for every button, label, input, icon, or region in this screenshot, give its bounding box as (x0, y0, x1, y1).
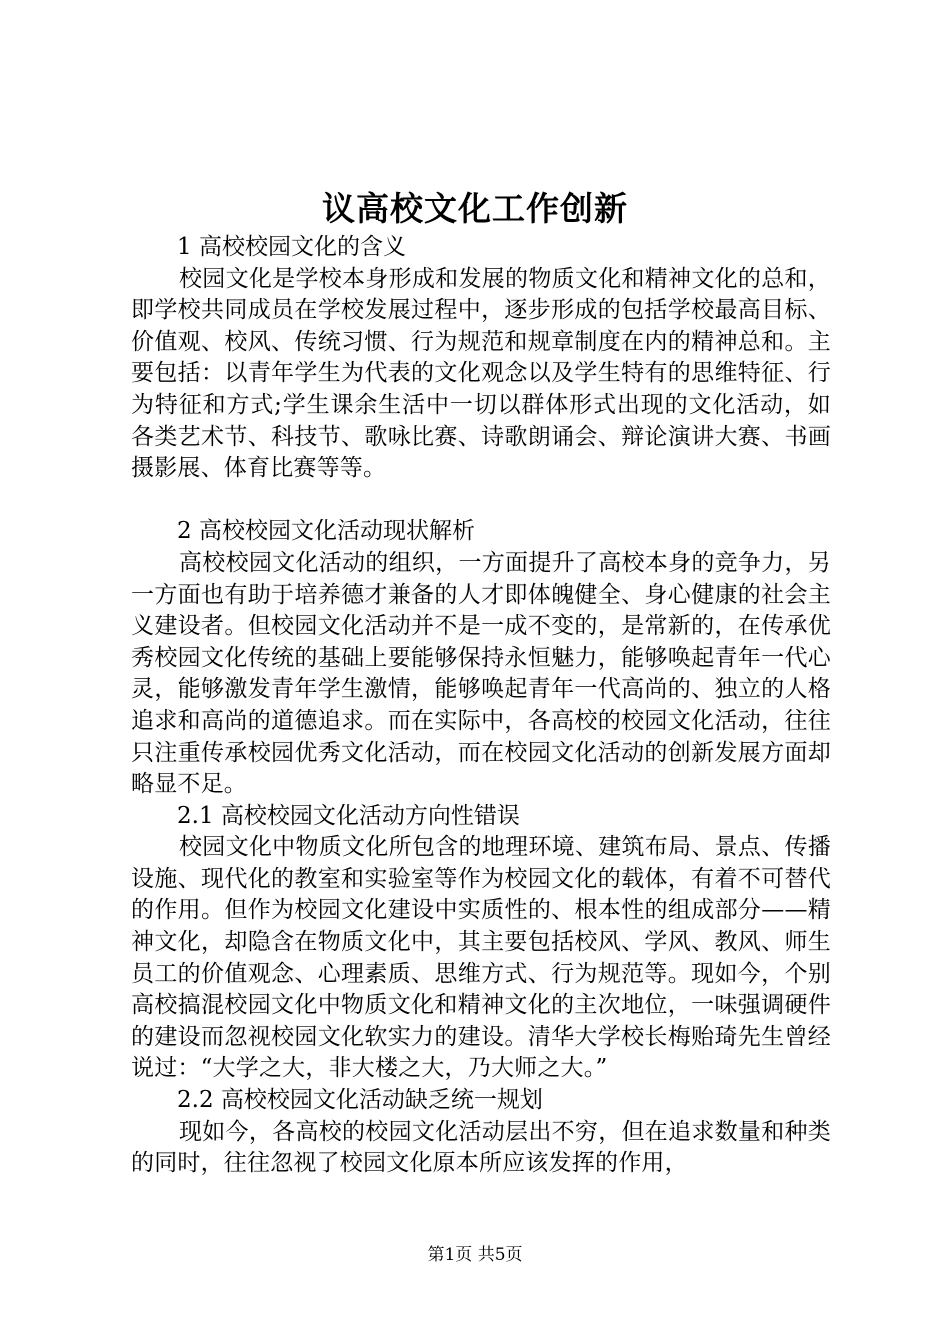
document-title: 议高校文化工作创新 (322, 189, 628, 228)
section-paragraph: 校园文化中物质文化所包含的地理环境、建筑布局、景点、传播设施、现代化的教室和实验室等作为校园文化的载体，有着不可替代的作用。但作为校园文化建设中实质性的、根本性的组成部分——精神文化，却隐含在物质文化中，其主要包括校风、学风、教风、师生员工的价值观念、心理素质、思维方式、行为规范等。现如今，个别高校搞混校园文化中物质文化和精神文化的主次地位，一味强调硬件的建设而忽视校园文化软实力的建设。清华大学校长梅贻琦先生曾经说过：“大学之大，非大楼之大，乃大师之大。” (131, 834, 831, 1082)
section-paragraph: 校园文化是学校本身形成和发展的物质文化和精神文化的总和，即学校共同成员在学校发展过程中，逐步形成的包括学校最高目标、价值观、校风、传统习惯、行为规范和规章制度在内的精神总和。主要包括：以青年学生为代表的文化观念以及学生特有的思维特征、行为特征和方式;学生课余生活中一切以群体形式出现的文化活动，如各类艺术节、科技节、歌咏比赛、诗歌朗诵会、辩论演讲大赛、书画摄影展、体育比赛等等。 (131, 265, 831, 482)
section-heading: 2.1 高校校园文化活动方向性错误 (177, 802, 520, 829)
section-heading: 1 高校校园文化的含义 (177, 234, 406, 260)
page-footer: 第1页 共5页 (427, 1245, 523, 1265)
document-body (131, 232, 831, 1180)
section-paragraph: 高校校园文化活动的组织，一方面提升了高校本身的竞争力，另一方面也有助于培养德才兼备的人才即体魄健全、身心健康的社会主义建设者。但校园文化活动并不是一成不变的，是常新的，在传承优秀校园文化传统的基础上要能够保持永恒魅力，能够唤起青年一代心灵，能够激发青年学生激情，能够唤起青年一代高尚的、独立的人格追求和高尚的道德追求。而在实际中，各高校的校园文化活动，往往只注重传承校园优秀文化活动，而在校园文化活动的创新发展方面却略显不足。 (131, 549, 831, 798)
section-paragraph: 现如今，各高校的校园文化活动层出不穷，但在追求数量和种类的同时，往往忽视了校园文化原本所应该发挥的作用， (131, 1118, 831, 1177)
section-heading: 2 高校校园文化活动现状解析 (177, 518, 475, 545)
section-heading: 2.2 高校校园文化活动缺乏统一规划 (177, 1087, 543, 1114)
paragraph-spacer (131, 485, 831, 517)
